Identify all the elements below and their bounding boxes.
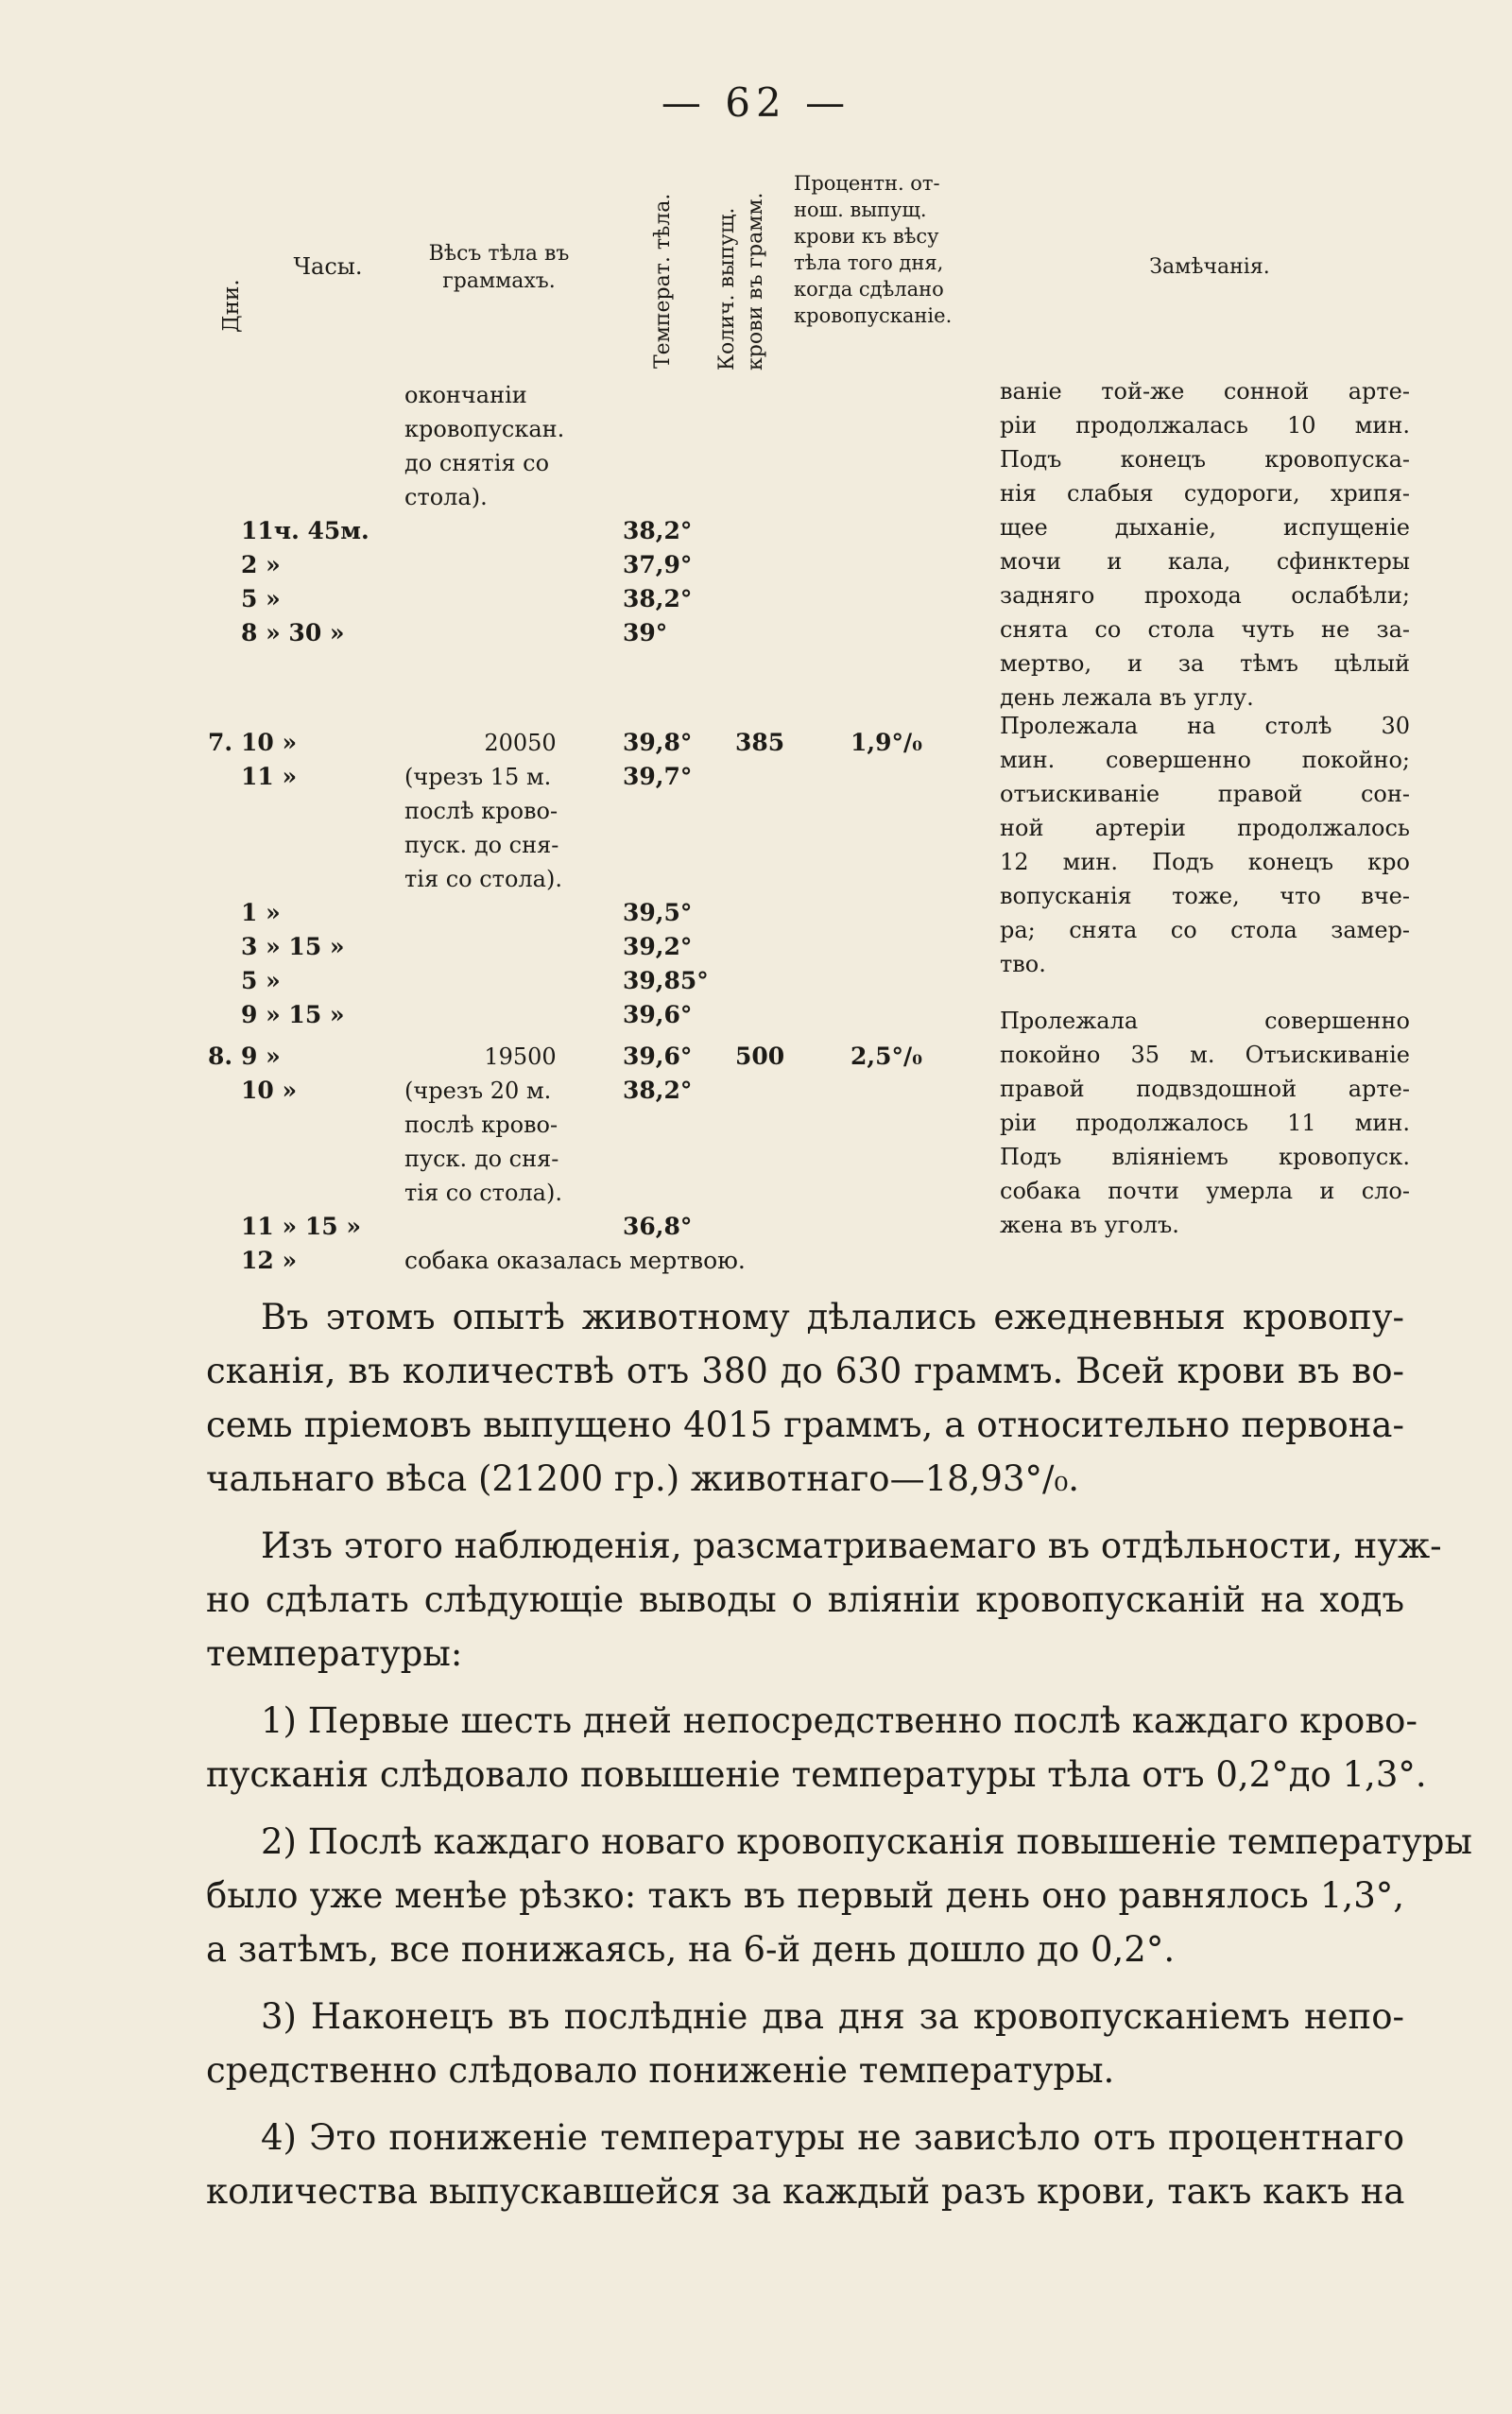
hours-cell: 5 » xyxy=(241,967,281,994)
note-line: ра; снята со стола замер- xyxy=(1000,917,1410,943)
hours-cell: 2 » xyxy=(241,551,281,578)
weight-cell: (чрезъ 20 м. xyxy=(404,1078,552,1104)
day-cell: 7. xyxy=(208,729,233,756)
paragraph xyxy=(206,1519,1442,1681)
note-line: мочи и кала, сфинктеры xyxy=(1000,548,1410,575)
hours-cell xyxy=(241,412,411,446)
note-line: отъискиваніе правой сон- xyxy=(1000,781,1410,807)
weight-cell: до снятія со xyxy=(404,450,550,476)
note-line: жена въ уголъ. xyxy=(1000,1212,1179,1238)
note-line: Подъ вліяніемъ кровопуск. xyxy=(1000,1144,1410,1170)
page-number: — 62 — xyxy=(661,79,851,126)
temperature-cell: 36,8° xyxy=(623,1213,693,1240)
weight-cell: окончаніи xyxy=(404,382,527,408)
weight-cell xyxy=(404,684,636,718)
note-line: день лежала въ углу. xyxy=(1000,684,1254,711)
hours-cell xyxy=(241,480,411,514)
paragraph-line: семь пріемовъ выпущено 4015 граммъ, а относительно первона- xyxy=(206,1405,1404,1445)
header-temperature: Температ. тѣла. xyxy=(651,193,675,369)
paragraph xyxy=(206,1290,1404,1506)
header-percent-line: кровопусканіе. xyxy=(794,304,953,327)
weight-cell: 19500 xyxy=(484,1043,557,1070)
note-line: Подъ конецъ кровопуска- xyxy=(1000,446,1410,473)
header-weight-line: граммахъ. xyxy=(442,269,556,293)
weight-cell: тія со стола). xyxy=(404,866,562,892)
paragraph-line: пусканія слѣдовало повышеніе температуры тѣла отъ 0,2°до 1,3°. xyxy=(206,1754,1427,1795)
paragraph-line: но сдѣлать слѣдующіе выводы о вліяніи кровопусканій на ходъ xyxy=(206,1579,1404,1620)
header-percent-line: когда сдѣлано xyxy=(794,278,944,301)
header-blood-1: Колич. выпущ. xyxy=(715,207,739,371)
hours-cell: 5 » xyxy=(241,585,281,612)
header-hours: Часы. xyxy=(293,253,363,280)
weight-cell: стола). xyxy=(404,484,488,510)
hours-cell xyxy=(241,446,411,480)
header-blood-2: крови въ грамм. xyxy=(744,192,767,371)
weight-cell: (чрезъ 15 м. xyxy=(404,764,552,790)
weight-cell: кровопускан. xyxy=(404,416,565,442)
hours-cell: 11 » 15 » xyxy=(241,1213,361,1240)
temperature-cell: 38,2° xyxy=(623,517,693,544)
hours-cell: 11 » xyxy=(241,763,298,790)
temperature-cell: 38,2° xyxy=(623,1077,693,1104)
paragraph-line: сканія, въ количествѣ отъ 380 до 630 граммъ. Всей крови въ во- xyxy=(206,1351,1404,1391)
percent-cell: 2,5°/₀ xyxy=(850,1043,923,1070)
temperature-cell: 39° xyxy=(623,619,668,647)
weight-cell: пуск. до сня- xyxy=(404,832,559,858)
hours-cell xyxy=(241,862,411,896)
temperature-cell: 39,5° xyxy=(623,899,693,926)
hours-cell: 9 » 15 » xyxy=(241,1001,345,1028)
weight-cell: послѣ крово- xyxy=(404,798,558,824)
header-percent-line: нош. выпущ. xyxy=(794,198,927,221)
day-cell: 8. xyxy=(208,1043,233,1070)
paragraph-line: Въ этомъ опытѣ животному дѣлались ежедневныя кровопу- xyxy=(261,1297,1404,1337)
temperature-cell: 38,2° xyxy=(623,585,693,612)
weight-cell xyxy=(404,582,636,616)
weight-cell xyxy=(404,650,636,684)
weight-cell: послѣ крово- xyxy=(404,1112,558,1138)
weight-cell xyxy=(404,616,636,650)
note-line: мин. совершенно покойно; xyxy=(1000,747,1410,773)
paragraph-line: 4) Это пониженіе температуры не зависѣло отъ процентнаго xyxy=(261,2117,1404,2158)
paragraph xyxy=(206,2111,1404,2218)
paragraph-line: температуры: xyxy=(206,1633,463,1674)
note-line: ваніе той-же сонной арте- xyxy=(1000,378,1410,405)
paragraph-line: чальнаго вѣса (21200 гр.) животнаго—18,93°/₀. xyxy=(206,1458,1080,1499)
note-line: вопусканія тоже, что вче- xyxy=(1000,883,1410,909)
note-line: ріи продолжалось 11 мин. xyxy=(1000,1110,1410,1136)
hours-cell: 9 » xyxy=(241,1043,281,1070)
table-row-final xyxy=(0,1244,1512,1278)
header-percent-line: Процентн. от- xyxy=(794,172,940,195)
paragraph xyxy=(206,1990,1404,2097)
note-line: задняго прохода ослабѣли; xyxy=(1000,582,1410,609)
hours-cell xyxy=(241,1108,411,1142)
hours-cell xyxy=(241,1176,411,1210)
paragraph xyxy=(206,1694,1427,1802)
note-line: снята со стола чуть не за- xyxy=(1000,616,1410,643)
note-day-8 xyxy=(1000,1004,1410,1242)
note-day-6 xyxy=(1000,374,1410,715)
paragraph-line: количества выпускавшейся за каждый разъ крови, такъ какъ на xyxy=(206,2171,1405,2212)
hours-cell xyxy=(241,378,411,412)
weight-cell: 20050 xyxy=(484,730,557,756)
hours-cell: 12 » xyxy=(241,1247,298,1274)
paragraph-line: Изъ этого наблюденія, разсматриваемаго въ отдѣльности, нуж- xyxy=(261,1526,1442,1566)
weight-cell xyxy=(404,514,636,548)
note-line: правой подвздошной арте- xyxy=(1000,1076,1410,1102)
header-notes: Замѣчанія. xyxy=(1149,255,1270,279)
temperature-cell: 37,9° xyxy=(623,551,693,578)
hours-cell: 1 » xyxy=(241,899,281,926)
temperature-cell: 39,8° xyxy=(623,729,693,756)
weight-cell xyxy=(404,548,636,582)
note-line: щее дыханіе, испущеніе xyxy=(1000,514,1410,541)
header-weight xyxy=(404,240,593,295)
weight-cell: тія со стола). xyxy=(404,1180,562,1206)
note-line: собака почти умерла и сло- xyxy=(1000,1178,1410,1204)
body-text xyxy=(206,1290,1472,2232)
paragraph-line: средственно слѣдовало пониженіе температуры. xyxy=(206,2050,1115,2091)
hours-cell xyxy=(241,684,411,718)
temperature-cell: 39,7° xyxy=(623,763,693,790)
header-weight-line: Вѣсъ тѣла въ xyxy=(428,242,570,266)
weight-cell xyxy=(404,896,636,930)
weight-cell: пуск. до сня- xyxy=(404,1146,559,1172)
hours-cell xyxy=(241,828,411,862)
hours-cell: 10 » xyxy=(241,729,298,756)
weight-cell xyxy=(404,964,636,998)
hours-cell xyxy=(241,650,411,684)
note-day-7 xyxy=(1000,709,1410,981)
paragraph-line: было уже менѣе рѣзко: такъ въ первый день оно равнялось 1,3°, xyxy=(206,1875,1404,1916)
note-line: мертво, и за тѣмъ цѣлый xyxy=(1000,650,1410,677)
temperature-cell: 39,2° xyxy=(623,933,693,960)
hours-cell: 11ч. 45м. xyxy=(241,517,369,544)
weight-cell xyxy=(404,998,636,1032)
header-percent-line: тѣла того дня, xyxy=(794,251,944,274)
note-line: тво. xyxy=(1000,951,1046,977)
note-line: ріи продолжалась 10 мин. xyxy=(1000,412,1410,439)
note-line: Пролежала совершенно xyxy=(1000,1008,1410,1034)
paragraph-line: 1) Первые шесть дней непосредственно послѣ каждаго крово- xyxy=(261,1700,1418,1741)
note-line: ной артеріи продолжалось xyxy=(1000,815,1410,841)
blood-amount-cell: 500 xyxy=(735,1043,785,1070)
paragraph-line: 2) Послѣ каждаго новаго кровопусканія повышеніе температуры xyxy=(261,1821,1472,1862)
header-day: Дни. xyxy=(219,279,244,333)
note-line: Пролежала на столѣ 30 xyxy=(1000,713,1410,739)
hours-cell: 10 » xyxy=(241,1077,298,1104)
header-percent xyxy=(794,170,990,329)
percent-cell: 1,9°/₀ xyxy=(850,729,923,756)
weight-cell xyxy=(404,1210,636,1244)
hours-cell xyxy=(241,794,411,828)
temperature-cell: 39,85° xyxy=(623,967,709,994)
blood-amount-cell: 385 xyxy=(735,729,785,756)
paragraph xyxy=(206,1815,1472,1976)
hours-cell: 3 » 15 » xyxy=(241,933,345,960)
weight-cell xyxy=(404,930,636,964)
note-line: 12 мин. Подъ конецъ кро xyxy=(1000,849,1410,875)
note-line: покойно 35 м. Отъискиваніе xyxy=(1000,1042,1410,1068)
note-line: нія слабыя судороги, хрипя- xyxy=(1000,480,1410,507)
paragraph-line: 3) Наконецъ въ послѣдніе два дня за кровопусканіемъ непо- xyxy=(261,1996,1404,2037)
temperature-cell: 39,6° xyxy=(623,1001,693,1028)
temperature-cell: 39,6° xyxy=(623,1043,693,1070)
hours-cell: 8 » 30 » xyxy=(241,619,345,647)
final-row-text: собака оказалась мертвою. xyxy=(404,1247,746,1274)
header-percent-line: крови къ вѣсу xyxy=(794,225,939,248)
paragraph-line: а затѣмъ, все понижаясь, на 6-й день дошло до 0,2°. xyxy=(206,1929,1176,1970)
hours-cell xyxy=(241,1142,411,1176)
